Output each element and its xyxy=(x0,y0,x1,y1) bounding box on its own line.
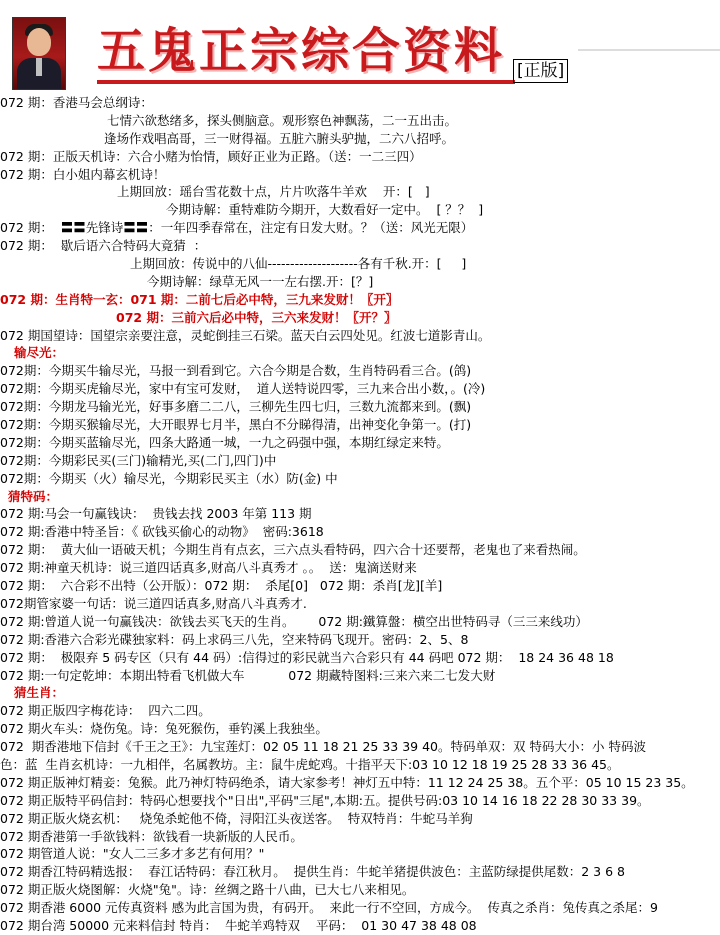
text-line: 七情六欲愁绪多，探头侧脑意。观形察色神飘荡，二一五出击。 xyxy=(107,112,458,128)
header-divider xyxy=(578,49,720,51)
text-line: 072 期： 〓〓先锋诗〓〓：一年四季春常在，注定有日发大财。？（送：风光无限） xyxy=(0,220,474,236)
text-line: 072期：今期龙马输光光，好事多磨二二八，三柳先生四七归，三数九流都来到。(飘) xyxy=(0,399,472,415)
text-line: 072 期正版火烧图解：火烧"兔"。诗：丝绸之路十八曲，已大七八来相见。 xyxy=(0,882,415,898)
text-line: 上期回放：瑶台雪花数十点，片片吹落牛羊欢 开：[ ] xyxy=(117,184,430,200)
text-line: 072 期:香港中特圣旨：《 砍钱买偷心的动物》 密码:3618 xyxy=(0,524,324,540)
text-line: 上期回放：传说中的八仙--------------------各有千秋.开：[ ] xyxy=(130,256,467,272)
text-line: 072 期正版特平码信封：特码心想要找个"日出",平码"三尾",本期:五。提供号码:03 10 14 16 18 22 28 30 33 39。 xyxy=(0,792,650,808)
text-line: 072 期：正版天机诗：六合小赌为怡情，顾好正业为正路。（送：一二三四） xyxy=(0,148,422,164)
author-portrait-photo xyxy=(12,17,66,90)
text-line: 072期：今期买蓝输尽光，四条大路通一城，一九之码强中强，本期红绿定来特。 xyxy=(0,434,449,450)
highlight-line: 072 期：三前六后必中特，三六来发财！〖开？〗 xyxy=(116,309,397,325)
text-line: 072 期:马会一句赢钱诀： 贵钱去找 2003 年第 113 期 xyxy=(0,506,312,522)
text-line: 072 期： 歇后语六合特码大竟猜 ： xyxy=(0,238,207,254)
text-line: 今期诗解：重特难防今期开，大数看好一定中。 [ ？？ ] xyxy=(166,202,484,218)
text-line: 072 期:曾道人说一句赢钱决：欲钱去买飞天的生肖。 072 期:鐵算盤：横空出世特码寻（三三来线功） xyxy=(0,613,588,629)
text-line: 072 期香港地下信封《千王之王》：九宝莲灯：02 05 11 18 21 25 33 39 40。特码单双：双 特码大小：小 特码波 xyxy=(0,739,646,755)
text-line: 072 期香港第一手欲钱料：欲钱看一块新版的人民币。 xyxy=(0,828,303,844)
edition-badge: [正版] xyxy=(513,59,568,83)
text-line: 072 期香港 6000 元传真资料 感为此言国为贵，有码开。 来此一行不空回，方成今。 传真之杀肖：兔传真之杀尾：9 xyxy=(0,900,658,916)
text-line: 072 期国望诗：国望宗亲要注意，灵蛇倒挂三石梁。蓝天白云四处见。红波七道影青山。 xyxy=(0,327,491,343)
section-heading: 猜生肖： xyxy=(14,685,65,701)
title-underline xyxy=(97,80,515,84)
text-line: 逢场作戏唱高哥，三一财得福。五脏六腑头驴抛，二六八招呼。 xyxy=(104,130,455,146)
text-line: 072 期台湾 50000 元来料信封 特肖： 牛蛇羊鸡特双 平码： 01 30 47 38 48 08 xyxy=(0,917,477,933)
section-heading: 猜特码： xyxy=(8,488,59,504)
text-line: 072 期： 六合彩不出特（公开版）：072 期： 杀尾[0] 072 期：杀肖[龙][羊] xyxy=(0,578,443,594)
text-line: 072 期： 黄大仙一语破天机；今期生肖有点玄，三六点头看特码，四六合十还要帮，老鬼也了来看热闹。 xyxy=(0,542,586,558)
text-line: 072 期：白小姐内幕玄机诗！ xyxy=(0,166,166,182)
text-line: 072期：今期彩民买(三门)输精光,买(二门,四门)中 xyxy=(0,452,277,468)
text-line: 072 期:一句定乾坤：本期出特看飞机做大车 072 期藏特图料:三来六来二七发大财 xyxy=(0,667,496,683)
text-line: 072 期正版神灯精妾：兔猴。此乃神灯特码绝杀，请大家参考！神灯五中特：11 12 24 25 38。五个平：05 10 15 23 35。 xyxy=(0,774,694,790)
page-title: 五鬼正宗综合资料 xyxy=(97,23,506,79)
text-line: 072期：今期买虎输尽光，家中有宝可发财， 道人送特说四零，三九来合出小数，。(冷) xyxy=(0,381,486,397)
content-list xyxy=(0,94,720,935)
text-line: 072 期正版火烧玄机： 烧兔杀蛇他不倚，浔阳江头夜送客。 特双特肖：牛蛇马羊狗 xyxy=(0,810,473,826)
highlight-line: 072 期：生肖特一玄：071 期：二前七后必中特，三九来发财！〖开〗 xyxy=(0,291,399,307)
text-line: 072期：今期买猴输尽光，大开眼界七月半，黑白不分睇得清，出神变化争第一。(打) xyxy=(0,417,472,433)
text-line: 072 期香江特码精选报： 春江话特码：春江秋月。 提供生肖：牛蛇羊猪提供波色：主蓝防绿提供尾数：2 3 6 8 xyxy=(0,864,625,880)
text-line: 072 期:神童天机诗：说三道四话真多,财高八斗真秀才 。。 送：鬼滴送财来 xyxy=(0,560,417,576)
text-line: 072期管家婆一句话：说三道四话真多,财高八斗真秀才. xyxy=(0,595,307,611)
text-line: 072 期：香港马会总纲诗： xyxy=(0,95,153,110)
text-line: 072期：今期买（火）输尽光，今期彩民买主（水）防(金) 中 xyxy=(0,470,338,486)
section-heading: 输尽光： xyxy=(14,345,65,361)
text-line: 色：蓝 生肖玄机诗：一九相伴，名属教坊。主：鼠牛虎蛇鸡。十指平天下:03 10 12 18 19 25 28 33 36 45。 xyxy=(0,756,620,772)
text-line: 今期诗解：绿草无风一一左右摆.开：[？] xyxy=(147,273,374,289)
text-line: 072 期:香港六合彩光碟独家料：码上求码三八先，空来特码飞现开。密码：2、5、8 xyxy=(0,631,469,647)
text-line: 072 期火车头：烧伤兔。诗：兔死猴伤，垂钓溪上我独坐。 xyxy=(0,721,328,737)
header xyxy=(0,0,720,92)
text-line: 072 期正版四字梅花诗： 四六二四。 xyxy=(0,703,211,719)
text-line: 072 期： 极限弃 5 码专区（只有 44 码）:信得过的彩民就当六合彩只有 44 码吧 072 期： 18 24 36 48 18 xyxy=(0,649,614,665)
text-line: 072 期管道人说："女人二三多才多艺有何用？" xyxy=(0,846,265,862)
text-line: 072期：今期买牛输尽光，马报一到看到它。六合今期是合数，生肖特码看三合。(鸽) xyxy=(0,363,472,379)
